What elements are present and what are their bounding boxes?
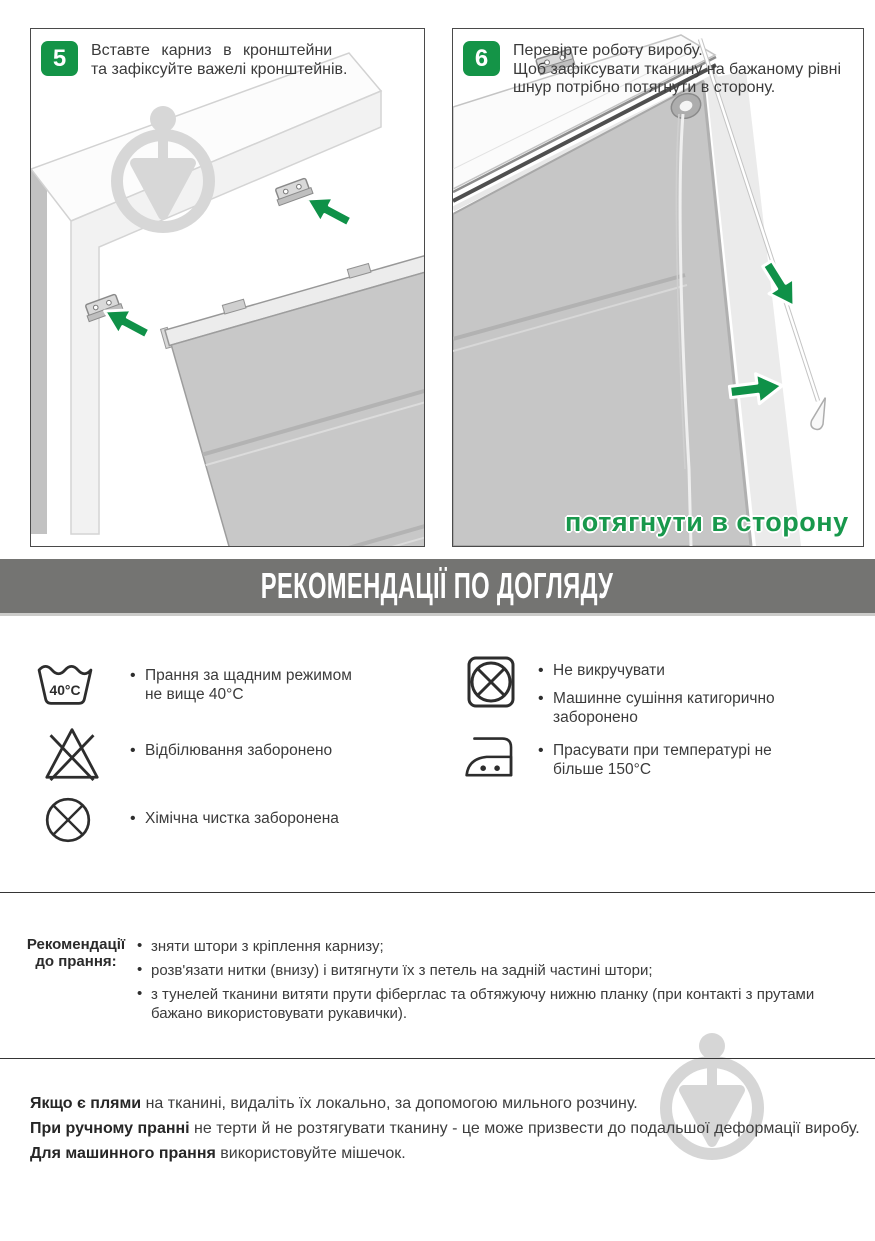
cord-tassel (809, 396, 831, 431)
care-item-text: • Хімічна чистка заборонена (130, 810, 410, 829)
section-divider (0, 1058, 875, 1059)
wash-temp-label: 40°C (49, 682, 81, 699)
step-6-text (513, 41, 841, 98)
washing-bullet: • зняти штори з кріплення карнизу; (137, 938, 841, 957)
note-lead: При ручному пранні (30, 1120, 190, 1137)
care-item-text: • Прасувати при температурі не більше 150°С (538, 742, 783, 779)
note-rest: використовуйте мішечок. (215, 1145, 406, 1162)
care-banner (0, 559, 875, 616)
note-lead: Якщо є плями (30, 1095, 142, 1112)
step-text-line: Перевірте роботу виробу. (513, 42, 703, 59)
step-5-text (91, 41, 347, 79)
cord-lock-illustration (453, 29, 863, 546)
care-item (538, 742, 783, 779)
care-item (130, 742, 410, 761)
frame-side-shade (31, 169, 47, 534)
section-divider (0, 892, 875, 893)
roman-blind (159, 230, 424, 546)
no-dry-clean-icon (44, 796, 92, 844)
step-text-line: Вставте карниз в кронштейни (91, 42, 333, 59)
step-5-panel (30, 28, 425, 547)
care-item-text: • Відбілювання заборонено (130, 742, 410, 761)
washing-label-line: до прання: (35, 953, 117, 971)
stain-note (30, 1095, 860, 1113)
care-banner-title: РЕКОМЕНДАЦІЇ ПО ДОГЛЯДУ (261, 565, 614, 606)
note-rest: не терти й не розтягувати тканину - це може призвести до подальшої деформації виробу. (189, 1120, 860, 1137)
hand-wash-note (30, 1120, 860, 1138)
care-item (538, 690, 808, 727)
machine-wash-note (30, 1145, 860, 1163)
step-text-line: шнур потрібно потягнути в сторону. (513, 79, 776, 97)
washing-bullet: • розв'язати нитки (внизу) і витягнути їх з петель на задній частині штори; (137, 962, 841, 981)
no-bleach-icon (44, 725, 100, 781)
care-item-text: • Прання за щадним режимом не вище 40°С (130, 667, 360, 704)
care-item-text: • Машинне сушіння катигорично заборонено (538, 690, 808, 727)
step-6-header (463, 41, 841, 98)
step-number-badge: 6 (463, 41, 500, 76)
pull-aside-callout: потягнути в сторону (565, 507, 849, 537)
washing-recommendations-label (22, 936, 130, 971)
wash-max-40-icon (34, 658, 96, 708)
care-item-text: • Не викручувати (538, 662, 818, 681)
care-item (130, 667, 360, 704)
iron-max-150-icon (464, 733, 518, 779)
care-item (538, 662, 818, 681)
window-frame-install-illustration (31, 29, 424, 546)
no-tumble-dry-icon (466, 655, 516, 709)
step-6-panel (452, 28, 864, 547)
step-text-line: Щоб зафіксувати тканину на бажаному рівні (513, 60, 842, 78)
step-text-line: та зафіксуйте важелі кронштейнів. (91, 60, 348, 78)
care-item (130, 810, 410, 829)
washing-bullet: • з тунелей тканини витяти прути фіберглас та обтяжуючу нижню планку (при контакті з прутами бажано використовувати рукавички). (137, 986, 836, 1024)
washing-label-line: Рекомендації (26, 936, 126, 953)
step-number-badge: 5 (41, 41, 78, 76)
note-lead: Для машинного прання (30, 1145, 216, 1162)
step-5-header (41, 41, 347, 79)
note-rest: на тканині, видаліть їх локально, за допомогою мильного розчину. (141, 1095, 638, 1112)
